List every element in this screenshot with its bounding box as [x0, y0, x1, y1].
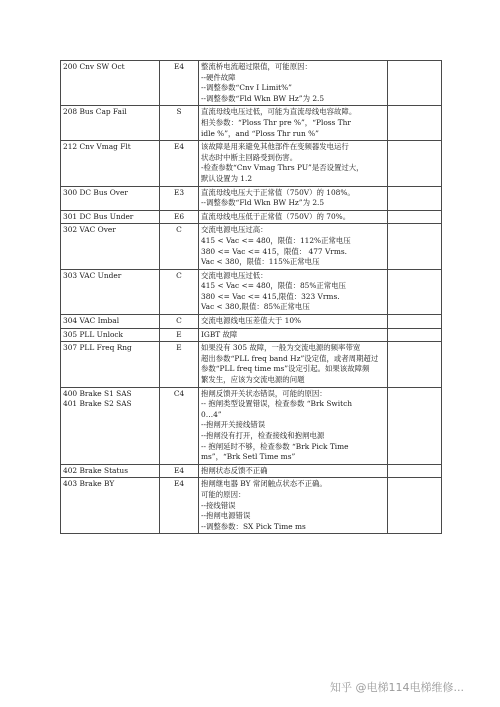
fault-code-cell	[61, 141, 160, 186]
blank-cell	[388, 141, 442, 186]
fault-class-cell	[160, 387, 199, 464]
table-row	[61, 106, 442, 141]
fault-description-cell	[199, 269, 388, 314]
fault-class: C	[176, 270, 182, 280]
fault-description-line: --调整参数“Fld Wkn BW Hz”为 2.5	[201, 93, 325, 103]
fault-description-line: -- 抱闸类型设置错误，检查参数 “Brk Switch	[201, 399, 352, 409]
fault-code-cell	[61, 328, 160, 342]
fault-description-line: 0…4”	[201, 409, 222, 419]
fault-description-line: 380 <= Vac <= 415,限值：323 Vrms.	[201, 291, 340, 301]
fault-code: 300 DC Bus Over	[63, 187, 128, 197]
blank-cell	[388, 224, 442, 269]
fault-code-cell	[61, 464, 160, 478]
blank-cell	[388, 387, 442, 464]
blank-cell	[388, 464, 442, 478]
fault-code: 304 VAC Imbal	[63, 316, 120, 326]
fault-description-cell	[199, 61, 388, 106]
fault-class: S	[176, 107, 182, 117]
table-row	[61, 342, 442, 387]
fault-description-line: 415 < Vac <= 480，限值：112%正常电压	[201, 235, 351, 245]
fault-description-line: -检查参数“Cnv Vmag Thrs PU”是否设置过大，	[201, 163, 364, 173]
blank-cell	[388, 61, 442, 106]
fault-class-cell	[160, 342, 199, 387]
fault-description-line: IGBT 故障	[201, 329, 238, 339]
fault-code: 307 PLL Freq Rng	[63, 343, 132, 353]
fault-description-line: 整流桥电流超过限值，可能原因：	[201, 62, 312, 71]
blank-cell	[388, 210, 442, 224]
fault-code-cell	[61, 210, 160, 224]
fault-description-line: 直流母线电压过低，可能为直流母线电容故障。	[201, 107, 357, 117]
fault-class-cell	[160, 61, 199, 106]
fault-description-line: 交流电源电压过高：	[201, 225, 268, 235]
fault-description-line: 交流电源线电压差值大于 10%	[201, 316, 302, 326]
fault-code: 401 Brake S2 SAS	[63, 399, 132, 409]
fault-description-cell	[199, 315, 388, 329]
fault-description-line: --接线错误	[201, 500, 236, 510]
fault-description-cell	[199, 328, 388, 342]
fault-description-line: -- 抱闸延时不够，检查参数 “Brk Pick Time	[201, 441, 349, 451]
fault-description-line: 如果没有 305 故障，一般为交流电源的频率带宽	[201, 343, 361, 353]
fault-description-cell	[199, 478, 388, 534]
fault-description-cell	[199, 342, 388, 387]
fault-description-line: 繁发生，应该为交流电源的问题	[201, 375, 305, 385]
fault-description-line: 可能的原因：	[201, 489, 246, 499]
fault-class: E	[176, 329, 182, 339]
fault-code: 302 VAC Over	[63, 225, 116, 235]
fault-code-table	[60, 60, 442, 534]
fault-class: C	[176, 225, 182, 235]
fault-description-line: Vac < 380,限值：85%正常电压	[201, 302, 310, 312]
fault-description-line: 抱闸继电器 BY 常闭触点状态不正确。	[201, 479, 327, 489]
fault-description-cell	[199, 106, 388, 141]
fault-description-line: 380 <= Vac <= 415，限值： 477 Vrms.	[201, 246, 347, 256]
fault-description-line: 相关参数：“Ploss Thr pre %”，“Ploss Thr	[201, 117, 351, 127]
fault-class: C4	[173, 388, 185, 398]
fault-description-line: ms”，“Brk Setl Time ms”	[201, 452, 296, 462]
fault-code: 305 PLL Unlock	[63, 329, 124, 339]
fault-description-line: --调整参数：SX Pick Time ms	[201, 521, 306, 531]
fault-code: 303 VAC Under	[63, 270, 122, 280]
fault-class-cell	[160, 106, 199, 141]
fault-description-cell	[199, 210, 388, 224]
fault-class-cell	[160, 315, 199, 329]
fault-description-line: --抱闸开关接线错误	[201, 420, 266, 430]
fault-description-line: 直流母线电压低于正常值（750V）的 70%。	[201, 211, 351, 221]
fault-description-line: 状态时中断主回路受到伤害。	[201, 152, 298, 162]
fault-description-line: 交流电源电压过低：	[201, 270, 268, 280]
fault-class: E3	[173, 187, 185, 197]
fault-description-line: 参数“PLL freq time ms”设定引起。如果该故障频	[201, 364, 370, 374]
fault-class-cell	[160, 478, 199, 534]
fault-description-line: 抱闸状态反馈不正确	[201, 465, 268, 475]
fault-class-cell	[160, 210, 199, 224]
fault-class-cell	[160, 186, 199, 210]
watermark-text: 知乎 @电梯114电梯维修...	[330, 681, 464, 694]
fault-description-line: --调整参数“Fld Wkn BW Hz”为 2.5	[201, 198, 325, 208]
fault-code-cell	[61, 186, 160, 210]
fault-description-line: --抱闸没有打开，检查接线和抱闸电源	[201, 431, 325, 440]
fault-code-cell	[61, 224, 160, 269]
fault-class-cell	[160, 224, 199, 269]
fault-code: 301 DC Bus Under	[63, 211, 134, 221]
fault-code: 208 Bus Cap Fail	[63, 107, 127, 117]
fault-class: E	[176, 343, 182, 353]
fault-description-cell	[199, 224, 388, 269]
table-row	[61, 61, 442, 106]
fault-class: E4	[173, 142, 185, 152]
blank-cell	[388, 106, 442, 141]
fault-description-cell	[199, 141, 388, 186]
table-row	[61, 269, 442, 314]
table-row	[61, 210, 442, 224]
fault-description-line: 415 < Vac <= 480，限值：85%正常电压	[201, 281, 346, 291]
fault-class: E4	[173, 62, 185, 71]
blank-cell	[388, 315, 442, 329]
fault-description-cell	[199, 387, 388, 464]
table-row	[61, 224, 442, 269]
table-row	[61, 141, 442, 186]
fault-description-line: 直流母线电压大于正常值（750V）的 108%。	[201, 187, 355, 197]
blank-cell	[388, 342, 442, 387]
blank-cell	[388, 269, 442, 314]
fault-description-line: 抱闸反馈开关状态错误，可能的原因：	[201, 388, 327, 398]
blank-cell	[388, 186, 442, 210]
fault-description-line: 该故障是用来避免其他部件在变频器发电运行	[201, 142, 349, 152]
table-row	[61, 387, 442, 464]
fault-class: C	[176, 316, 182, 326]
fault-description-line: Vac < 380，限值：115%正常电压	[201, 257, 320, 267]
fault-code: 402 Brake Status	[63, 465, 128, 475]
fault-table-body	[61, 61, 442, 534]
table-row	[61, 315, 442, 329]
fault-class: E4	[173, 479, 185, 489]
fault-class: E6	[173, 211, 185, 221]
fault-code-cell	[61, 478, 160, 534]
fault-description-line: --调整参数“Cnv I Limit%”	[201, 83, 292, 93]
fault-class-cell	[160, 464, 199, 478]
fault-code-cell	[61, 315, 160, 329]
fault-code-cell	[61, 269, 160, 314]
fault-description-line: --硬件故障	[201, 72, 236, 82]
blank-cell	[388, 478, 442, 534]
fault-description-cell	[199, 186, 388, 210]
table-row	[61, 464, 442, 478]
fault-class: E4	[173, 465, 185, 475]
fault-class-cell	[160, 141, 199, 186]
fault-code: 403 Brake BY	[63, 479, 115, 489]
fault-code-cell	[61, 387, 160, 464]
fault-class-cell	[160, 328, 199, 342]
fault-description-line: idle %”，and “Ploss Thr run %”	[201, 128, 319, 138]
blank-cell	[388, 328, 442, 342]
fault-description-line: 默认设置为 1.2	[201, 173, 253, 183]
fault-code: 212 Cnv Vmag Flt	[63, 142, 131, 152]
fault-description-line: --抱闸电源错误	[201, 511, 251, 521]
fault-code: 400 Brake S1 SAS	[63, 388, 132, 398]
table-row	[61, 186, 442, 210]
table-row	[61, 328, 442, 342]
table-row	[61, 478, 442, 534]
fault-description-cell	[199, 464, 388, 478]
fault-code: 200 Cnv SW Oct	[63, 62, 125, 71]
fault-code-cell	[61, 106, 160, 141]
fault-class-cell	[160, 269, 199, 314]
fault-description-line: 超出参数“PLL freq band Hz”设定值，或者周期超过	[201, 353, 379, 363]
fault-code-cell	[61, 61, 160, 106]
fault-code-cell	[61, 342, 160, 387]
